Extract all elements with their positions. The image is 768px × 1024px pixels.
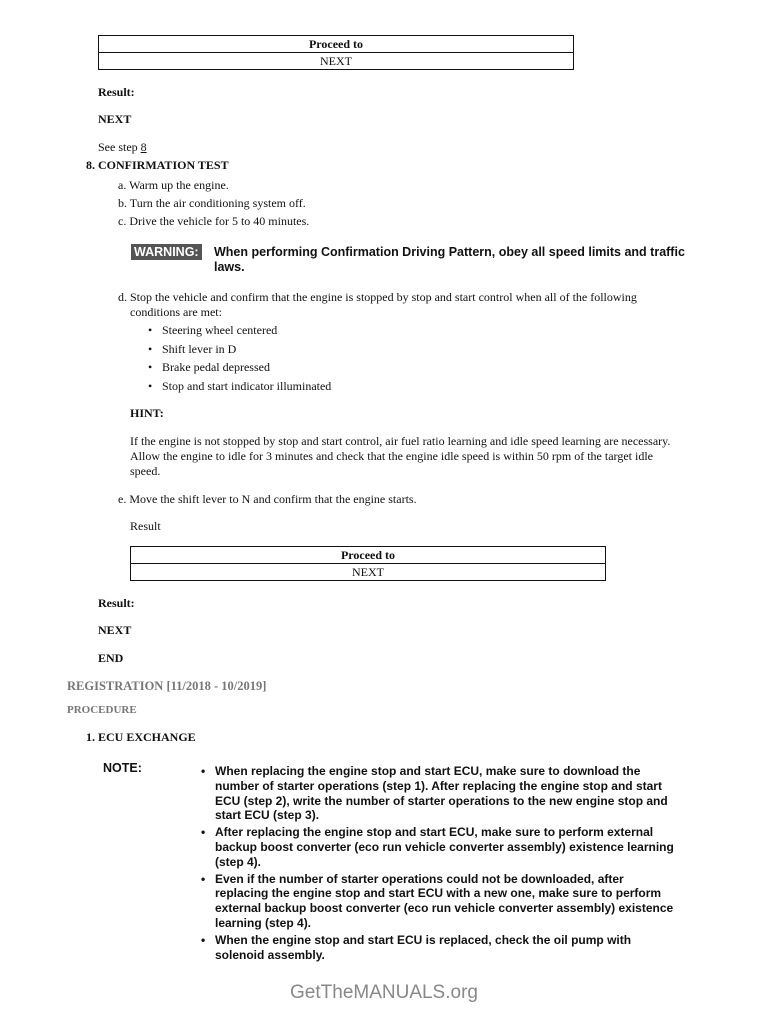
hint-line3: speed.	[130, 464, 161, 478]
list-item: • When replacing the engine stop and start ECU, make sure to download the number of starter operations (step 1). After replacing the engine stop and start ECU (step 2), write the number of starter operations to the new engine stop and start ECU (step 3).	[201, 764, 691, 823]
step-a: a. Warm up the engine.	[118, 178, 229, 192]
step-e: e. Move the shift lever to N and confirm that the engine starts.	[118, 492, 417, 506]
step-b: b. Turn the air conditioning system off.	[118, 196, 306, 210]
footer-watermark: GetTheMANUALS.org	[290, 982, 478, 1003]
list-item: • After replacing the engine stop and start ECU, make sure to perform external backup boost converter (eco run vehicle converter assembly) existence learning (step 4).	[201, 825, 691, 869]
list-item: • Steering wheel centered	[148, 321, 331, 340]
section-number: 1.	[86, 730, 95, 744]
hint-label: HINT:	[130, 406, 164, 420]
conditions-list	[148, 321, 331, 395]
section-1-heading	[86, 730, 196, 745]
list-item: • When the engine stop and start ECU is replaced, check the oil pump with solenoid assembly.	[201, 933, 691, 963]
section-title: ECU EXCHANGE	[98, 730, 196, 744]
step-8-link[interactable]: 8	[140, 140, 147, 154]
list-item: • Shift lever in D	[148, 340, 331, 359]
section-number: 8.	[86, 158, 95, 172]
end-label: END	[98, 651, 124, 665]
step-d-line2: conditions are met:	[130, 305, 222, 319]
result-label: Result:	[98, 596, 135, 610]
step-d-line1: d. Stop the vehicle and confirm that the engine is stopped by stop and start control when all of the following	[118, 290, 637, 304]
result-plain: Result	[130, 519, 161, 533]
result-label: Result:	[98, 85, 135, 99]
see-step	[98, 140, 147, 155]
proceed-table-2	[130, 546, 606, 581]
list-item: • Brake pedal depressed	[148, 358, 331, 377]
proceed-value: NEXT	[320, 54, 352, 68]
hint-line1: If the engine is not stopped by stop and start control, air fuel ratio learning and idle speed learning are necessary.	[130, 434, 671, 448]
section-8-heading	[86, 158, 229, 173]
procedure-heading: PROCEDURE	[67, 704, 137, 716]
list-item: • Even if the number of starter operations could not be downloaded, after replacing the engine stop and start ECU with a new one, make sure to perform external backup boost converter (eco run vehicle converter assembly) existence learning (step 4).	[201, 872, 691, 931]
warning-text-line1: When performing Confirmation Driving Pattern, obey all speed limits and traffic	[214, 245, 685, 259]
note-list	[201, 764, 691, 964]
proceed-table-1	[98, 35, 574, 70]
proceed-header: Proceed to	[99, 36, 573, 53]
warning-text-line2: laws.	[214, 260, 245, 274]
section-title: CONFIRMATION TEST	[98, 158, 229, 172]
list-item: • Stop and start indicator illuminated	[148, 377, 331, 396]
proceed-value: NEXT	[352, 565, 384, 579]
proceed-header: Proceed to	[131, 547, 605, 564]
next-label: NEXT	[98, 112, 132, 126]
warning-badge: WARNING:	[131, 244, 202, 260]
next-label: NEXT	[98, 623, 132, 637]
hint-line2: Allow the engine to idle for 3 minutes and check that the engine idle speed is within 50 rpm of the target idle	[130, 449, 653, 463]
step-c: c. Drive the vehicle for 5 to 40 minutes.	[118, 214, 310, 228]
registration-heading: REGISTRATION [11/2018 - 10/2019]	[67, 679, 267, 693]
see-step-prefix: See step	[98, 140, 141, 154]
note-label: NOTE:	[103, 761, 142, 775]
